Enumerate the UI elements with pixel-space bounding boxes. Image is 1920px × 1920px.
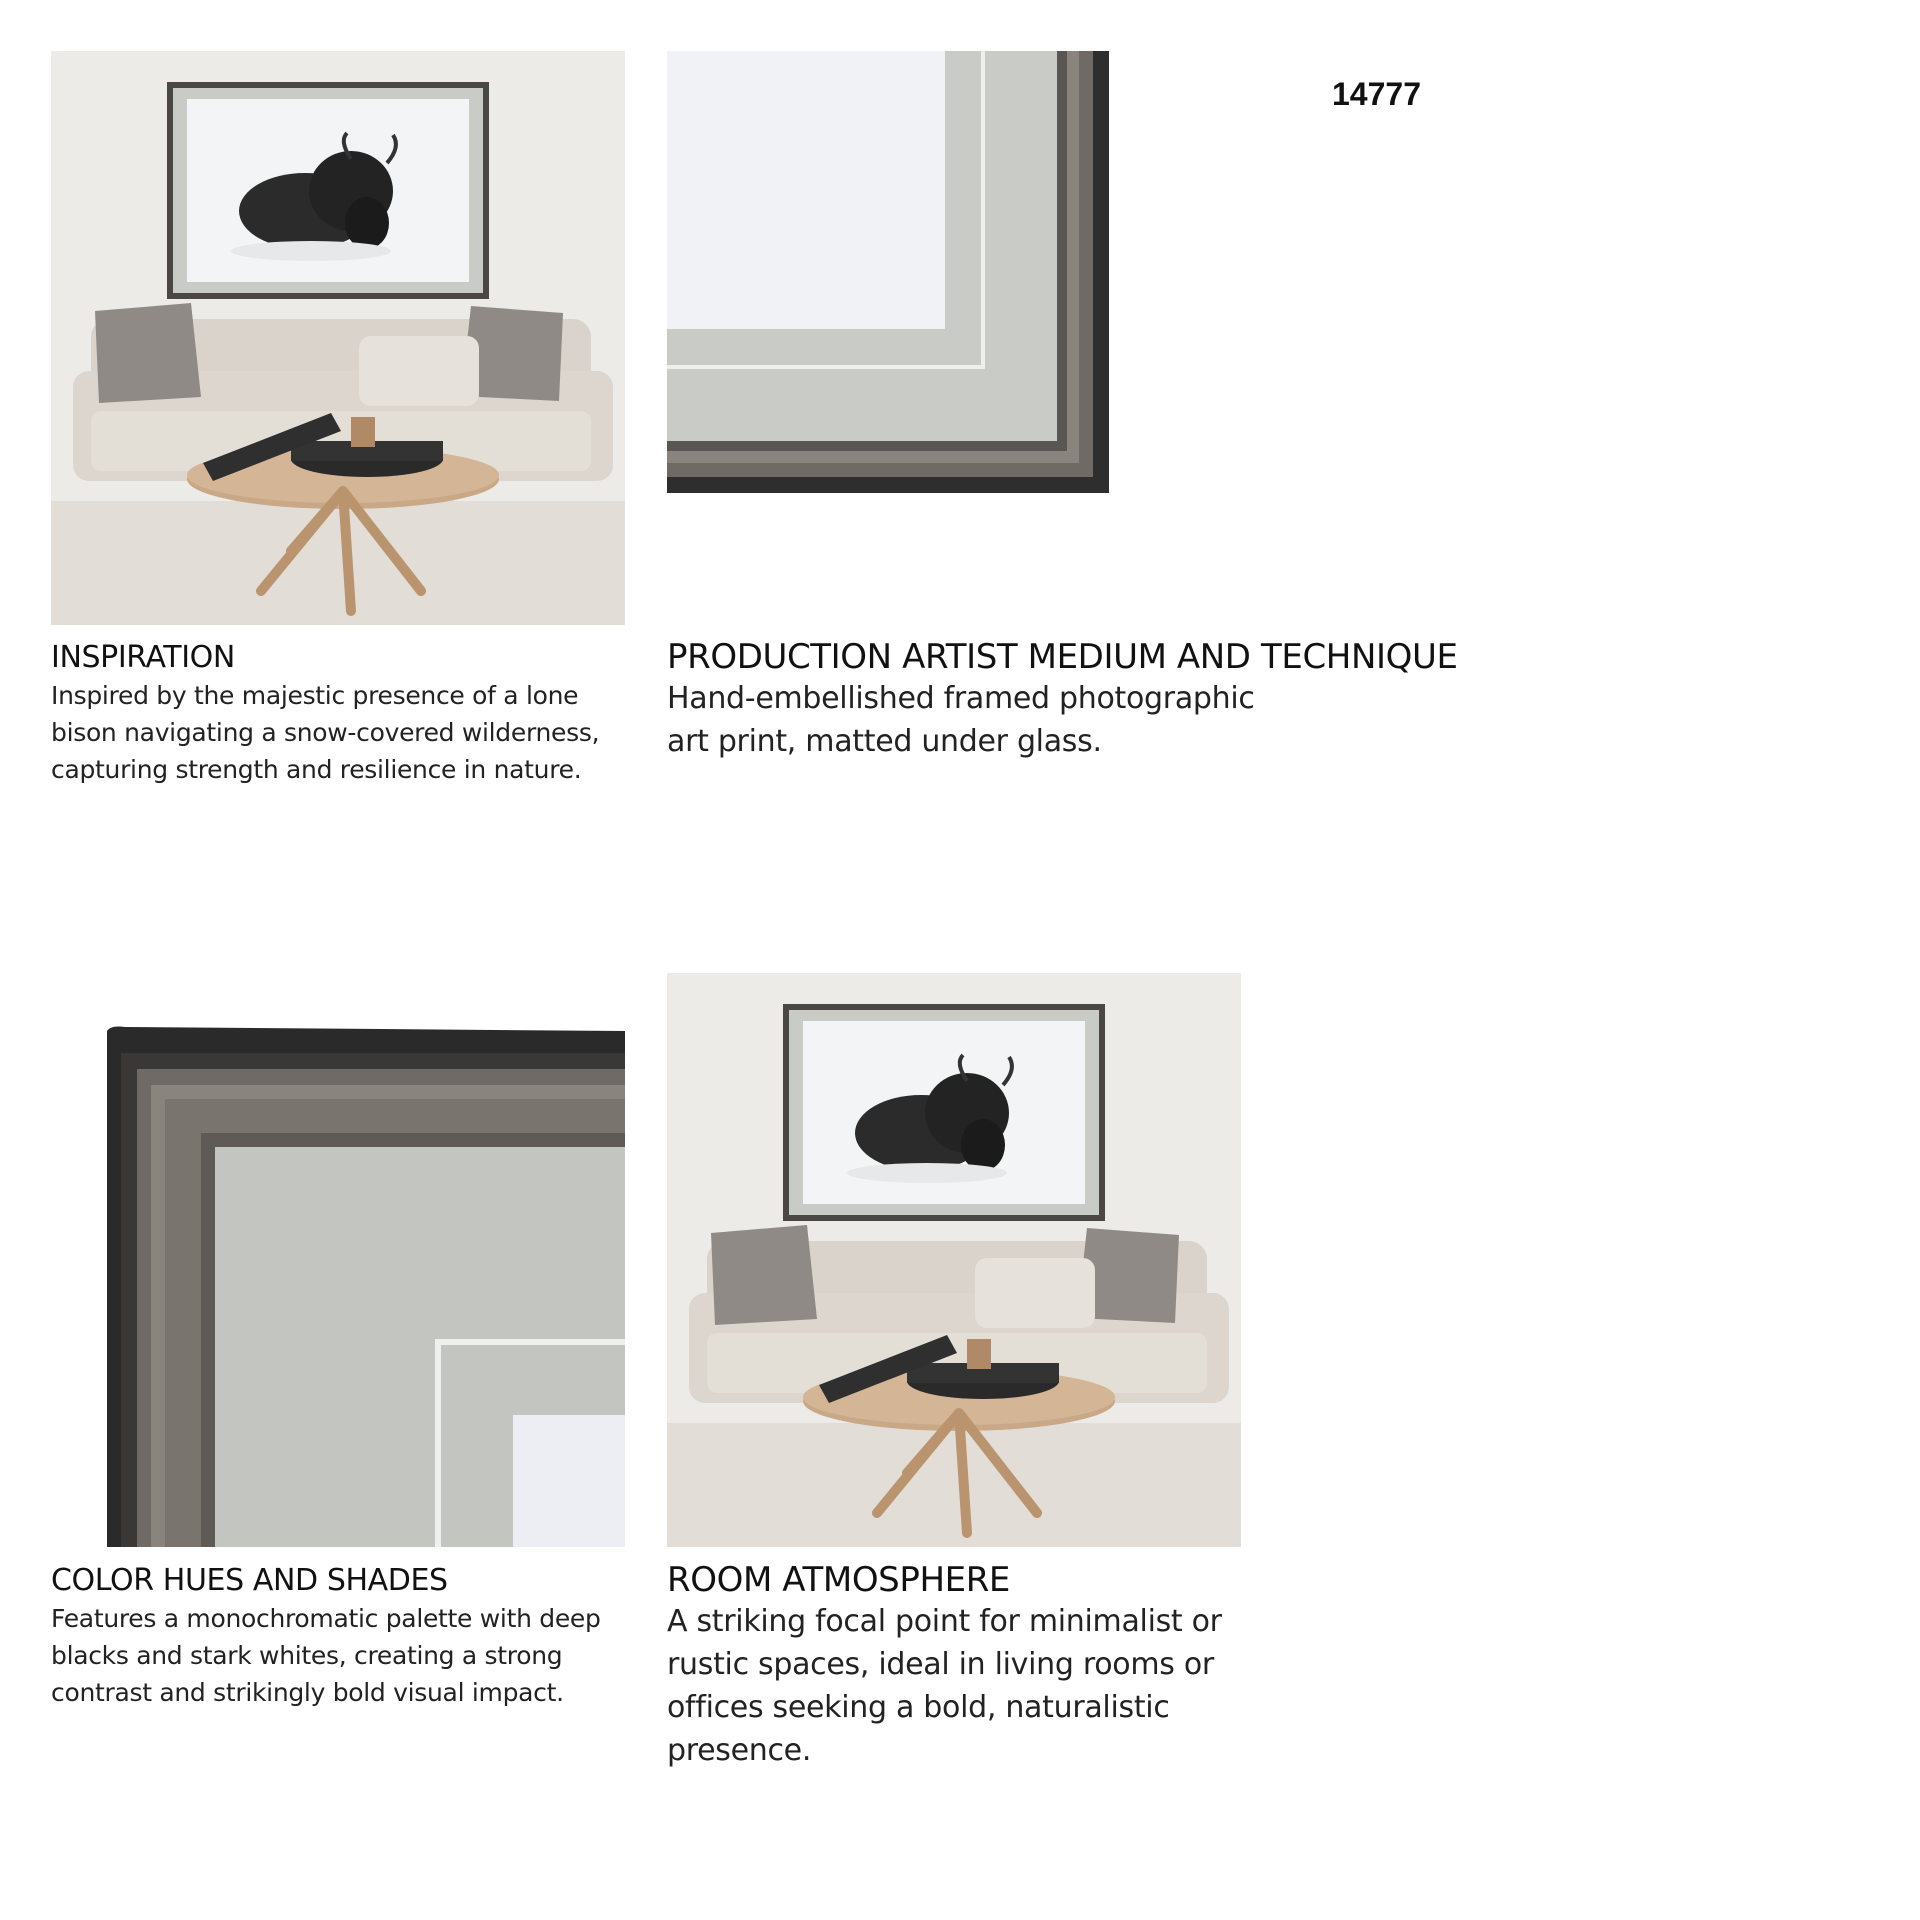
atmosphere-line: offices seeking a bold, naturalistic — [667, 1690, 1170, 1725]
inspiration-description — [51, 677, 599, 788]
atmosphere-description — [667, 1600, 1222, 1772]
production-line: art print, matted under glass. — [667, 724, 1102, 759]
production-description — [667, 677, 1255, 763]
atmosphere-line: A striking focal point for minimalist or — [667, 1604, 1222, 1639]
color-line: blacks and stark whites, creating a strong — [51, 1641, 563, 1670]
color-line: Features a monochromatic palette with deep — [51, 1604, 601, 1633]
atmosphere-heading: ROOM ATMOSPHERE — [667, 1560, 1011, 1600]
room-atmosphere-photo — [667, 973, 1241, 1547]
frame-corner-closeup-photo — [667, 51, 1109, 493]
inspiration-heading: INSPIRATION — [51, 640, 235, 675]
production-heading: PRODUCTION ARTIST MEDIUM AND TECHNIQUE — [667, 637, 1458, 677]
inspiration-line: Inspired by the majestic presence of a lone — [51, 681, 579, 710]
inspiration-line: bison navigating a snow-covered wilderness, — [51, 718, 600, 747]
color-description — [51, 1600, 601, 1711]
atmosphere-line: presence. — [667, 1733, 812, 1768]
atmosphere-line: rustic spaces, ideal in living rooms or — [667, 1647, 1214, 1682]
color-line: contrast and strikingly bold visual impact. — [51, 1678, 564, 1707]
room-scene-photo — [51, 51, 625, 625]
inspiration-line: capturing strength and resilience in nature. — [51, 755, 582, 784]
product-sku: 14777 — [1332, 76, 1421, 112]
production-line: Hand-embellished framed photographic — [667, 681, 1255, 716]
color-heading: COLOR HUES AND SHADES — [51, 1563, 448, 1598]
frame-texture-detail-photo — [51, 973, 625, 1547]
